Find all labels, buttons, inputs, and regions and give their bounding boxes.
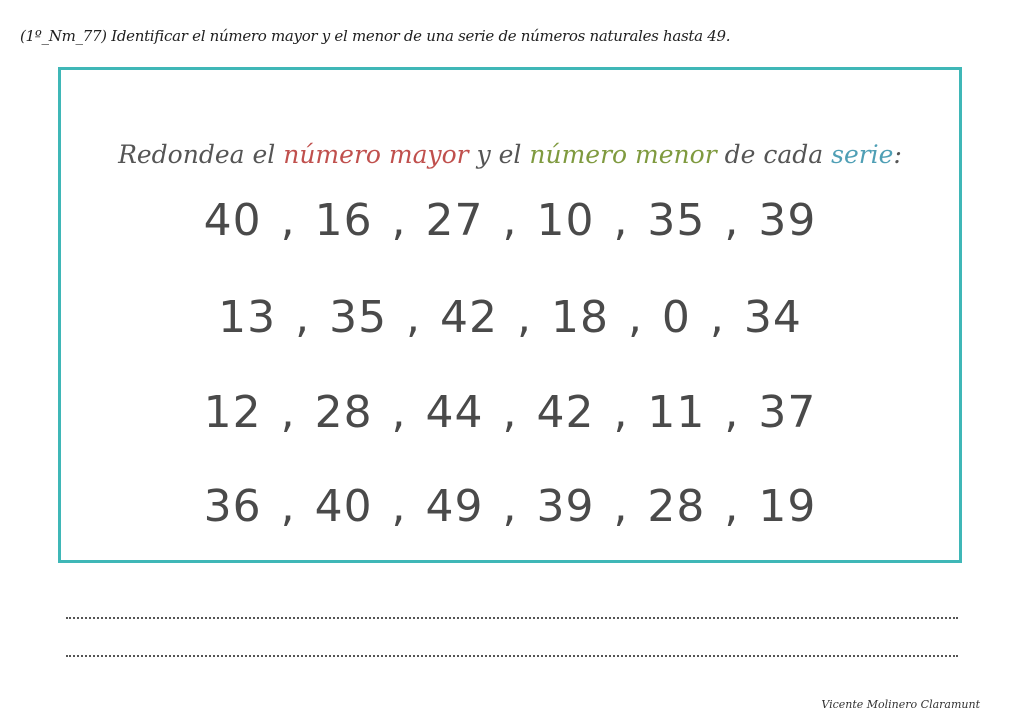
instruction-part-4: : [893, 140, 902, 169]
instruction-part-3: de cada [716, 140, 832, 169]
author-credit: Vicente Molinero Claramunt [821, 698, 980, 711]
number-series-1[interactable]: 40 , 16 , 27 , 10 , 35 , 39 [203, 195, 817, 246]
highlight-serie: serie [831, 140, 894, 169]
instruction-part-1: Redondea el [118, 140, 284, 169]
instruction-text [61, 140, 959, 169]
number-series-2[interactable]: 13 , 35 , 42 , 18 , 0 , 34 [218, 292, 802, 343]
highlight-numero-menor: número menor [529, 140, 717, 169]
number-series-4[interactable]: 36 , 40 , 49 , 39 , 28 , 19 [203, 481, 817, 532]
instruction-part-2: y el [468, 140, 530, 169]
highlight-numero-mayor: número mayor [283, 140, 469, 169]
exercise-box [58, 67, 962, 563]
number-series-3[interactable]: 12 , 28 , 44 , 42 , 11 , 37 [203, 387, 817, 438]
answer-line-2[interactable] [66, 655, 958, 657]
worksheet-title: (1º_Nm_77) Identificar el número mayor y el menor de una serie de números naturales hasta 49. [20, 27, 731, 45]
answer-line-1[interactable] [66, 617, 958, 619]
